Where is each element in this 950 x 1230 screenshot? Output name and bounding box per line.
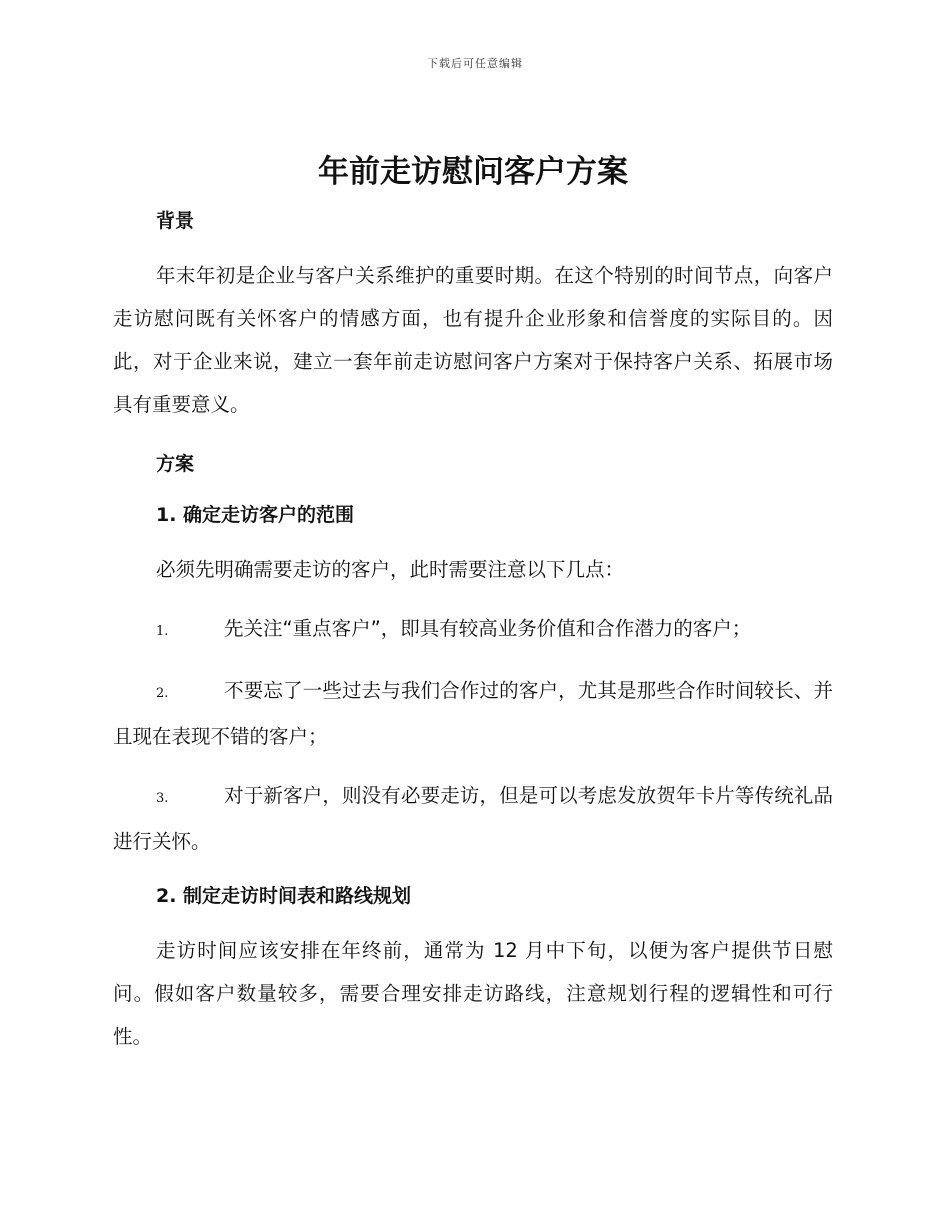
header-note: 下载后可任意编辑: [427, 57, 523, 70]
section1-heading: 1. 确定走访客户的范围: [156, 504, 355, 526]
background-heading: 背景: [156, 210, 195, 232]
list-number: 2.: [156, 686, 169, 701]
document-body: [113, 148, 833, 1058]
list-item: [113, 607, 833, 653]
section2-paragraph: 走访时间应该安排在年终前，通常为 12 月中下旬，以便为客户提供节日慰问。假如客户数量较多，需要合理安排走访路线，注意规划行程的逻辑性和可行性。: [113, 939, 833, 1048]
list-item: [113, 669, 833, 758]
section2-heading: 2. 制定走访时间表和路线规划: [156, 885, 412, 907]
list-text: 先关注“重点客户”，即具有较高业务价值和合作潜力的客户；: [224, 617, 752, 640]
list-item: [113, 774, 833, 863]
list-number: 3.: [156, 791, 169, 806]
list-text: 不要忘了一些过去与我们合作过的客户，尤其是那些合作时间较长、并且现在表现不错的客户；: [113, 679, 833, 748]
section1-intro: 必须先明确需要走访的客户，此时需要注意以下几点：: [156, 558, 625, 581]
plan-heading: 方案: [156, 453, 195, 475]
background-paragraph: 年末年初是企业与客户关系维护的重要时期。在这个特别的时间节点，向客户走访慰问既有关怀客户的情感方面，也有提升企业形象和信誉度的实际目的。因此，对于企业来说，建立一套年前走访慰问客户方案对于保持客户关系、拓展市场具有重要意义。: [113, 264, 833, 416]
document-title: 年前走访慰问客户方案: [318, 154, 628, 190]
list-number: 1.: [156, 624, 169, 639]
list-text: 对于新客户，则没有必要走访，但是可以考虑发放贺年卡片等传统礼品进行关怀。: [113, 784, 833, 853]
